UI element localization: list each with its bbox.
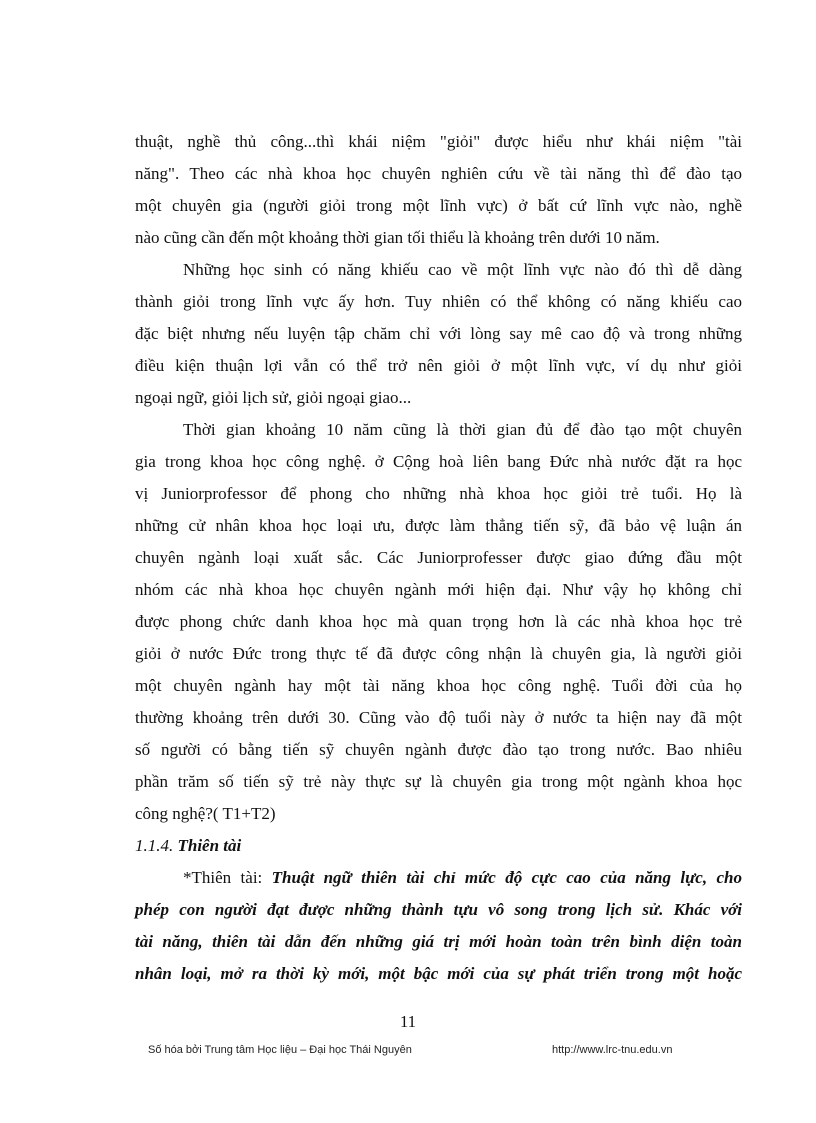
text-line: một chuyên gia (người giỏi trong một lĩnh vực) ở bất cứ lĩnh vực nào, nghề bbox=[135, 196, 742, 215]
footer-source: Số hóa bởi Trung tâm Học liệu – Đại học Thái Nguyên bbox=[148, 1044, 412, 1056]
footer-url[interactable]: http://www.lrc-tnu.edu.vn bbox=[552, 1044, 673, 1056]
definition-text: Thuật ngữ thiên tài chỉ mức độ cực cao của năng lực, cho bbox=[271, 868, 742, 887]
text-line: phần trăm số tiến sỹ trẻ này thực sự là chuyên gia trong một ngành khoa học bbox=[135, 772, 742, 791]
text-line: năng". Theo các nhà khoa học chuyên nghiên cứu về tài năng thì để đào tạo bbox=[135, 164, 742, 183]
text-line: thành giỏi trong lĩnh vực ấy hơn. Tuy nhiên có thể không có năng khiếu cao bbox=[135, 292, 742, 311]
definition-line: nhân loại, mở ra thời kỳ mới, một bậc mới của sự phát triển trong một hoặc bbox=[135, 964, 742, 983]
text-line: giỏi ở nước Đức trong thực tế đã được công nhận là chuyên gia, là người giỏi bbox=[135, 644, 742, 663]
text-line: ngoại ngữ, giỏi lịch sử, giỏi ngoại giao... bbox=[135, 388, 412, 407]
text-line: được phong chức danh khoa học mà quan trọng hơn là các nhà khoa học trẻ bbox=[135, 612, 742, 631]
page-number: 11 bbox=[399, 1012, 417, 1031]
definition-line bbox=[135, 862, 742, 894]
section-number: 1.1.4. bbox=[135, 836, 174, 855]
text-line: những cử nhân khoa học loại ưu, được làm thẳng tiến sỹ, đã bảo vệ luận án bbox=[135, 516, 742, 535]
section-heading bbox=[135, 830, 742, 862]
text-line: Thời gian khoảng 10 năm cũng là thời gian đủ để đào tạo một chuyên bbox=[183, 420, 742, 439]
text-line: chuyên ngành loại xuất sắc. Các Juniorprofesser được giao đứng đầu một bbox=[135, 548, 742, 567]
definition-label: *Thiên tài: bbox=[183, 868, 272, 887]
section-title: Thiên tài bbox=[177, 836, 242, 855]
text-line: số người có bằng tiến sỹ chuyên ngành được đào tạo trong nước. Bao nhiêu bbox=[135, 740, 742, 759]
text-line: đặc biệt nhưng nếu luyện tập chăm chỉ với lòng say mê cao độ và trong những bbox=[135, 324, 742, 343]
definition-line: phép con người đạt được những thành tựu vô song trong lịch sử. Khác với bbox=[135, 900, 742, 919]
text-line: thuật, nghề thủ công...thì khái niệm "giỏi" được hiểu như khái niệm "tài bbox=[135, 132, 742, 151]
text-line: công nghệ?( T1+T2) bbox=[135, 804, 276, 823]
document-body bbox=[135, 126, 742, 990]
text-line: điều kiện thuận lợi vẫn có thể trở nên giỏi ở một lĩnh vực, ví dụ như giỏi bbox=[135, 356, 742, 375]
text-line: gia trong khoa học công nghệ. ở Cộng hoà liên bang Đức nhà nước đặt ra học bbox=[135, 452, 742, 471]
text-line: một chuyên ngành hay một tài năng khoa học công nghệ. Tuổi đời của họ bbox=[135, 676, 742, 695]
definition-line: tài năng, thiên tài dẫn đến những giá trị mới hoàn toàn trên bình diện toàn bbox=[135, 932, 742, 951]
text-line: vị Juniorprofessor để phong cho những nhà khoa học giỏi trẻ tuổi. Họ là bbox=[135, 484, 742, 503]
text-line: nào cũng cần đến một khoảng thời gian tối thiểu là khoảng trên dưới 10 năm. bbox=[135, 228, 660, 247]
text-line: thường khoảng trên dưới 30. Cũng vào độ tuổi này ở nước ta hiện nay đã một bbox=[135, 708, 742, 727]
text-line: nhóm các nhà khoa học chuyên ngành mới hiện đại. Như vậy họ không chỉ bbox=[135, 580, 742, 599]
text-line: Những học sinh có năng khiếu cao về một lĩnh vực nào đó thì dễ dàng bbox=[183, 260, 742, 279]
